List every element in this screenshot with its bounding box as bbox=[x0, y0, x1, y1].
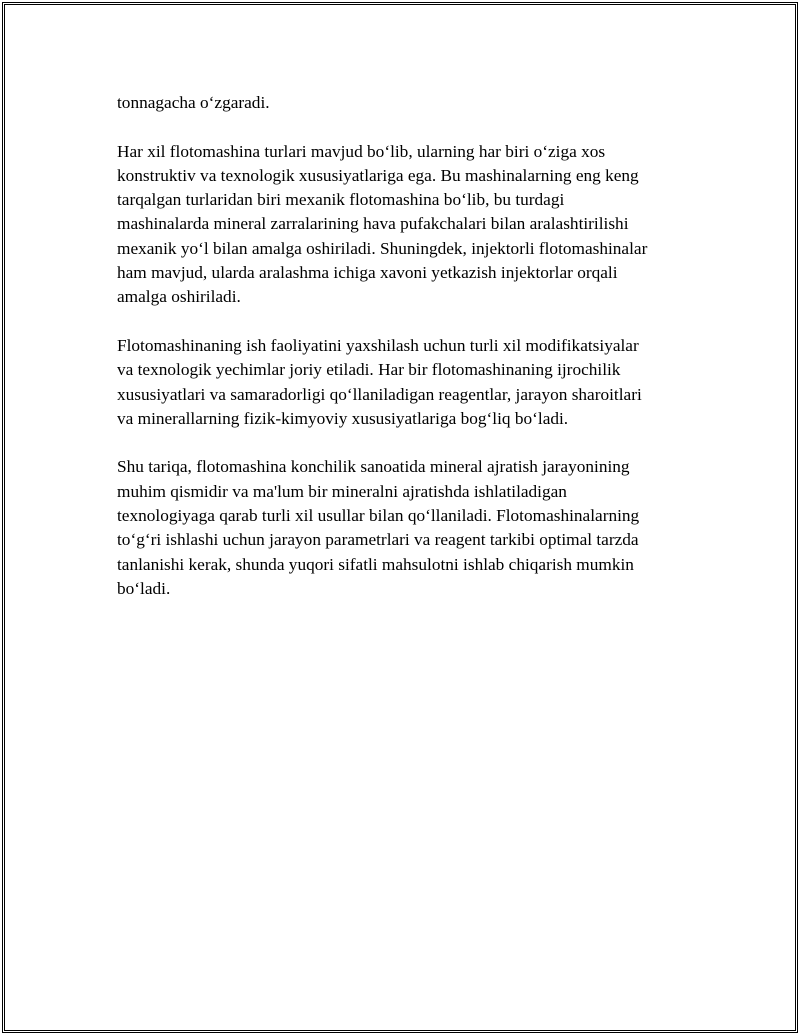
paragraph: Flotomashinaning ish faoliyatini yaxshilash uchun turli xil modifikatsiyalar va texnologik yechimlar joriy etiladi. Har bir flotomashinaning ijrochilik xususiyatlari va samaradorligi qo‘llaniladigan reagentlar, jarayon sharoitlari va minerallarning fizik-kimyoviy xususiyatlariga bog‘liq bo‘ladi. bbox=[117, 335, 642, 428]
document-body bbox=[117, 91, 692, 626]
paragraph: Shu tariqa, flotomashina konchilik sanoatida mineral ajratish jarayonining muhim qismidir va ma'lum bir mineralni ajratishda ishlatiladigan texnologiyaga qarab turli xil usullar bilan qo‘llaniladi. Flotomashinalarning to‘g‘ri ishlashi uchun jarayon parametrlari va reagent tarkibi optimal tarzda tanlanishi kerak, shunda yuqori sifatli mahsulotni ishlab chiqarish mumkin bo‘ladi. bbox=[117, 457, 640, 598]
paragraph: tonnagacha o‘zgaradi. bbox=[117, 93, 270, 112]
paragraph: Har xil flotomashina turlari mavjud bo‘lib, ularning har biri o‘ziga xos konstruktiv va texnologik xususiyatlariga ega. Bu mashinalarning eng keng tarqalgan turlaridan biri mexanik flotomashina bo‘lib, bu turdagi mashinalarda mineral zarralarining hava pufakchalari bilan aralashtirilishi mexanik yo‘l bilan amalga oshiriladi. Shuningdek, injektorli flotomashinalar ham mavjud, ularda aralashma ichiga xavoni yetkazish injektorlar orqali amalga oshiriladi. bbox=[117, 141, 648, 307]
